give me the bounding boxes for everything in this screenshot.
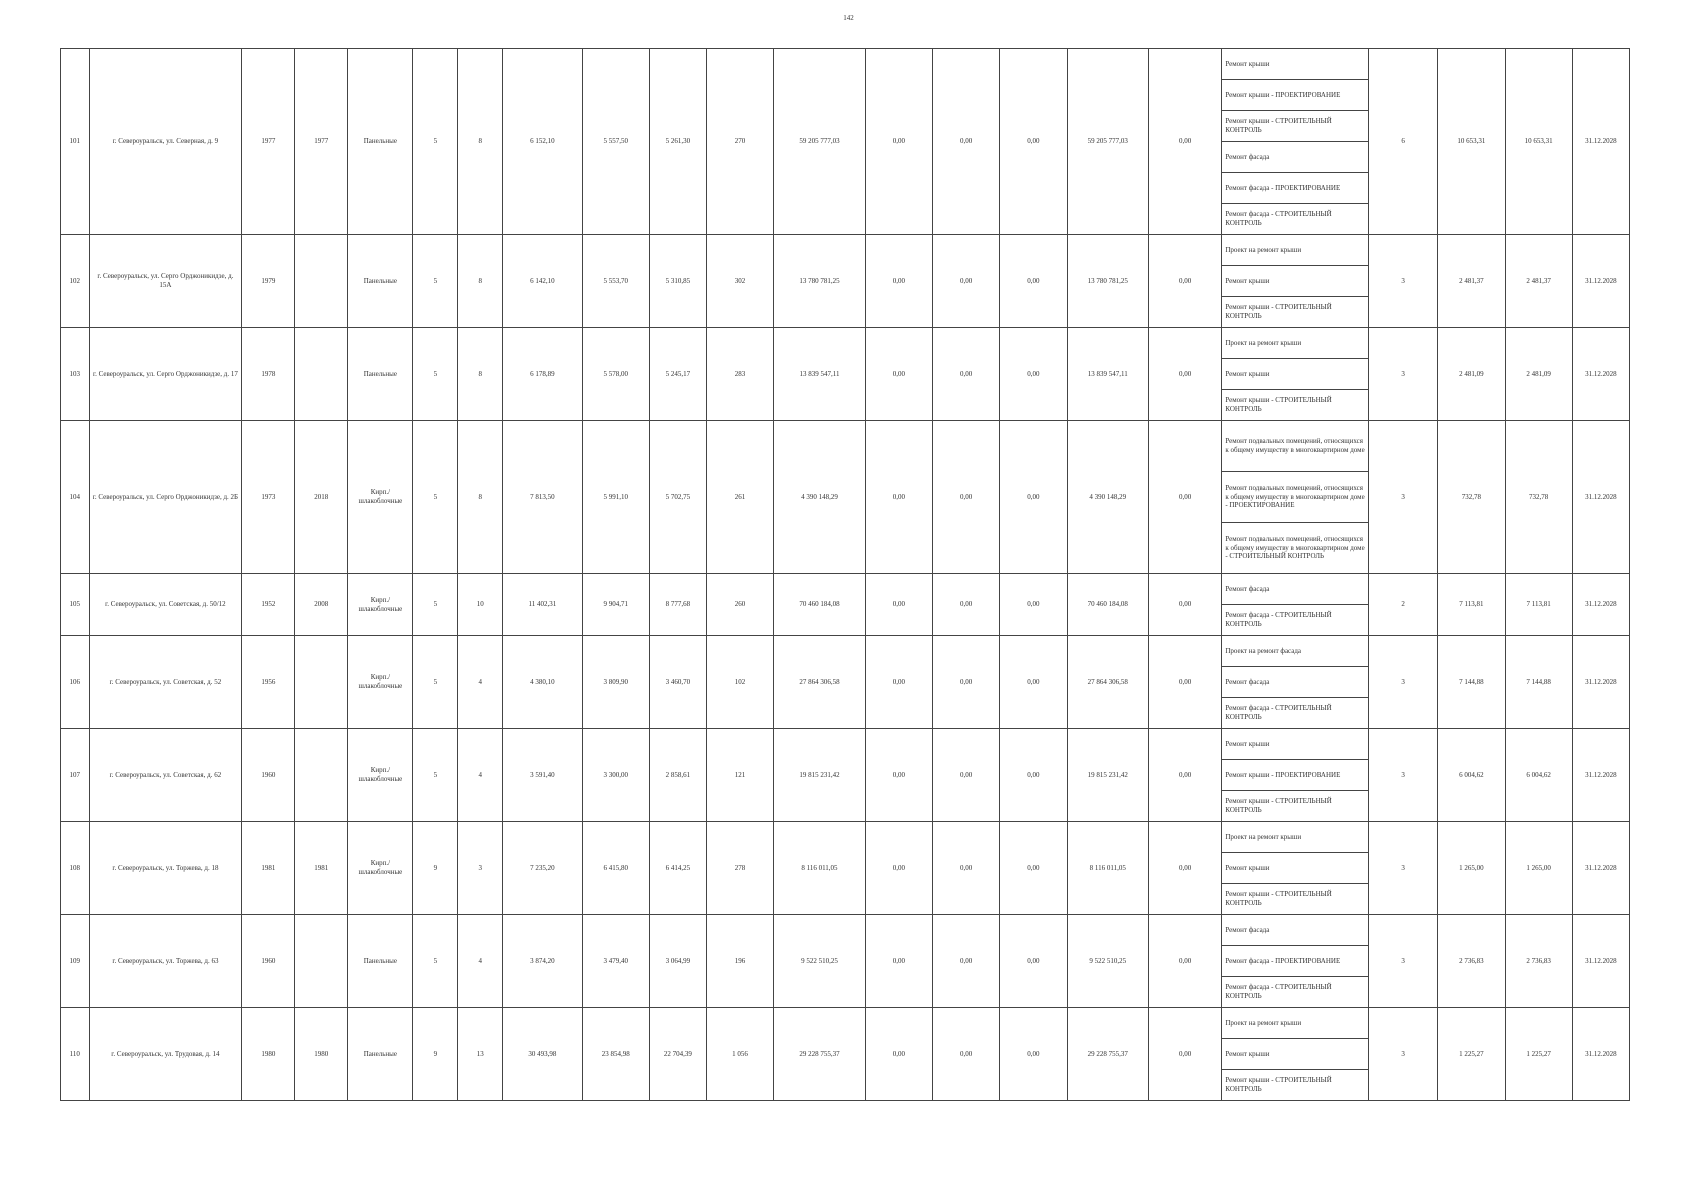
year-built: 1979 bbox=[242, 235, 295, 328]
residential-area: 22 704,39 bbox=[649, 1008, 706, 1101]
table-row bbox=[61, 729, 1630, 760]
work-count: 3 bbox=[1369, 915, 1438, 1008]
year-last-overhaul: 1977 bbox=[295, 49, 348, 235]
row-number: 104 bbox=[61, 421, 90, 574]
unit-cost-max: 1 225,27 bbox=[1505, 1008, 1572, 1101]
house-address: г. Североуральск, ул. Трудовая, д. 14 bbox=[89, 1008, 242, 1101]
fund-local: 0,00 bbox=[1000, 822, 1067, 915]
work-type-cell bbox=[1222, 946, 1369, 977]
work-type-cell bbox=[1222, 605, 1369, 636]
row-number: 110 bbox=[61, 1008, 90, 1101]
completion-deadline: 31.12.2028 bbox=[1572, 822, 1629, 915]
work-type: Ремонт фасада - ПРОЕКТИРОВАНИЕ bbox=[1225, 183, 1341, 192]
fund-local: 0,00 bbox=[1000, 328, 1067, 421]
resident-count: 1 056 bbox=[706, 1008, 773, 1101]
premises-area: 3 809,90 bbox=[582, 636, 649, 729]
work-type-cell bbox=[1222, 853, 1369, 884]
row-number: 102 bbox=[61, 235, 90, 328]
work-type: Ремонт крыши bbox=[1225, 369, 1270, 378]
row-number: 109 bbox=[61, 915, 90, 1008]
resident-count: 121 bbox=[706, 729, 773, 822]
unit-cost: 1 265,00 bbox=[1438, 822, 1505, 915]
unit-cost-max: 7 113,81 bbox=[1505, 574, 1572, 636]
year-built: 1977 bbox=[242, 49, 295, 235]
fund-federal: 0,00 bbox=[865, 574, 932, 636]
total-area: 6 152,10 bbox=[503, 49, 582, 235]
table-row bbox=[61, 822, 1630, 853]
residential-area: 3 460,70 bbox=[649, 636, 706, 729]
unit-cost-max: 10 653,31 bbox=[1505, 49, 1572, 235]
table-row bbox=[61, 235, 1630, 266]
house-address: г. Североуральск, ул. Северная, д. 9 bbox=[89, 49, 242, 235]
work-type-cell bbox=[1222, 1039, 1369, 1070]
unit-cost: 2 481,09 bbox=[1438, 328, 1505, 421]
fund-federal: 0,00 bbox=[865, 915, 932, 1008]
fund-other: 0,00 bbox=[1149, 235, 1222, 328]
work-type: Ремонт крыши bbox=[1225, 276, 1270, 285]
work-count: 3 bbox=[1369, 328, 1438, 421]
year-last-overhaul: 2008 bbox=[295, 574, 348, 636]
fund-regional: 0,00 bbox=[933, 915, 1000, 1008]
year-built: 1978 bbox=[242, 328, 295, 421]
year-built: 1973 bbox=[242, 421, 295, 574]
table-row bbox=[61, 49, 1630, 80]
resident-count: 278 bbox=[706, 822, 773, 915]
work-type-cell bbox=[1222, 390, 1369, 421]
house-address: г. Североуральск, ул. Серго Орджоникидзе, д. 15А bbox=[89, 235, 242, 328]
work-type-cell bbox=[1222, 667, 1369, 698]
total-cost: 4 390 148,29 bbox=[774, 421, 866, 574]
fund-other: 0,00 bbox=[1149, 328, 1222, 421]
entrance-count: 8 bbox=[458, 421, 503, 574]
work-type: Проект на ремонт крыши bbox=[1225, 245, 1302, 254]
work-type: Проект на ремонт крыши bbox=[1225, 832, 1302, 841]
year-built: 1952 bbox=[242, 574, 295, 636]
resident-count: 302 bbox=[706, 235, 773, 328]
work-count: 3 bbox=[1369, 235, 1438, 328]
fund-local: 0,00 bbox=[1000, 636, 1067, 729]
fund-owners: 8 116 011,05 bbox=[1067, 822, 1149, 915]
fund-regional: 0,00 bbox=[933, 235, 1000, 328]
fund-local: 0,00 bbox=[1000, 235, 1067, 328]
work-type-cell bbox=[1222, 1070, 1369, 1101]
floor-count: 5 bbox=[413, 915, 458, 1008]
work-type-cell bbox=[1222, 884, 1369, 915]
wall-material: Панельные bbox=[348, 235, 413, 328]
work-type: Ремонт крыши - ПРОЕКТИРОВАНИЕ bbox=[1225, 90, 1341, 99]
table-row bbox=[61, 1008, 1630, 1039]
fund-other: 0,00 bbox=[1149, 421, 1222, 574]
work-type: Ремонт крыши - СТРОИТЕЛЬНЫЙ КОНТРОЛЬ bbox=[1225, 303, 1332, 320]
wall-material: Панельные bbox=[348, 915, 413, 1008]
resident-count: 196 bbox=[706, 915, 773, 1008]
unit-cost-max: 6 004,62 bbox=[1505, 729, 1572, 822]
wall-material: Кирп./шлакоблочные bbox=[348, 822, 413, 915]
row-number: 103 bbox=[61, 328, 90, 421]
total-area: 7 813,50 bbox=[503, 421, 582, 574]
floor-count: 5 bbox=[413, 49, 458, 235]
fund-owners: 13 839 547,11 bbox=[1067, 328, 1149, 421]
work-type-cell bbox=[1222, 977, 1369, 1008]
completion-deadline: 31.12.2028 bbox=[1572, 636, 1629, 729]
fund-local: 0,00 bbox=[1000, 729, 1067, 822]
work-count: 3 bbox=[1369, 822, 1438, 915]
work-count: 3 bbox=[1369, 636, 1438, 729]
unit-cost-max: 1 265,00 bbox=[1505, 822, 1572, 915]
work-count: 3 bbox=[1369, 729, 1438, 822]
floor-count: 9 bbox=[413, 822, 458, 915]
entrance-count: 13 bbox=[458, 1008, 503, 1101]
work-type: Ремонт крыши - ПРОЕКТИРОВАНИЕ bbox=[1225, 770, 1341, 779]
house-address: г. Североуральск, ул. Советская, д. 52 bbox=[89, 636, 242, 729]
work-type: Проект на ремонт крыши bbox=[1225, 1018, 1302, 1027]
house-address: г. Североуральск, ул. Советская, д. 62 bbox=[89, 729, 242, 822]
total-cost: 13 839 547,11 bbox=[774, 328, 866, 421]
entrance-count: 8 bbox=[458, 49, 503, 235]
entrance-count: 3 bbox=[458, 822, 503, 915]
resident-count: 283 bbox=[706, 328, 773, 421]
residential-area: 2 858,61 bbox=[649, 729, 706, 822]
work-type: Ремонт фасада bbox=[1225, 925, 1270, 934]
work-type-cell bbox=[1222, 266, 1369, 297]
year-built: 1960 bbox=[242, 915, 295, 1008]
floor-count: 5 bbox=[413, 328, 458, 421]
completion-deadline: 31.12.2028 bbox=[1572, 328, 1629, 421]
total-cost: 19 815 231,42 bbox=[774, 729, 866, 822]
entrance-count: 4 bbox=[458, 636, 503, 729]
year-last-overhaul bbox=[295, 729, 348, 822]
work-type-cell bbox=[1222, 142, 1369, 173]
total-cost: 70 460 184,08 bbox=[774, 574, 866, 636]
work-type-cell bbox=[1222, 791, 1369, 822]
year-built: 1981 bbox=[242, 822, 295, 915]
work-type: Ремонт фасада bbox=[1225, 677, 1270, 686]
fund-local: 0,00 bbox=[1000, 421, 1067, 574]
total-cost: 8 116 011,05 bbox=[774, 822, 866, 915]
fund-local: 0,00 bbox=[1000, 1008, 1067, 1101]
wall-material: Панельные bbox=[348, 1008, 413, 1101]
fund-owners: 29 228 755,37 bbox=[1067, 1008, 1149, 1101]
total-cost: 29 228 755,37 bbox=[774, 1008, 866, 1101]
entrance-count: 10 bbox=[458, 574, 503, 636]
fund-federal: 0,00 bbox=[865, 421, 932, 574]
unit-cost-max: 2 481,37 bbox=[1505, 235, 1572, 328]
fund-local: 0,00 bbox=[1000, 574, 1067, 636]
residential-area: 5 245,17 bbox=[649, 328, 706, 421]
unit-cost-max: 2 736,83 bbox=[1505, 915, 1572, 1008]
residential-area: 5 310,85 bbox=[649, 235, 706, 328]
fund-other: 0,00 bbox=[1149, 574, 1222, 636]
fund-owners: 19 815 231,42 bbox=[1067, 729, 1149, 822]
work-type: Ремонт подвальных помещений, относящихся к общему имуществу в многоквартирном доме - ПРОЕКТИРОВАНИЕ bbox=[1225, 483, 1365, 510]
fund-federal: 0,00 bbox=[865, 729, 932, 822]
work-type: Ремонт крыши - СТРОИТЕЛЬНЫЙ КОНТРОЛЬ bbox=[1225, 1076, 1332, 1093]
work-count: 2 bbox=[1369, 574, 1438, 636]
house-address: г. Североуральск, ул. Торжева, д. 63 bbox=[89, 915, 242, 1008]
row-number: 108 bbox=[61, 822, 90, 915]
year-built: 1956 bbox=[242, 636, 295, 729]
year-built: 1960 bbox=[242, 729, 295, 822]
wall-material: Кирп./шлакоблочные bbox=[348, 574, 413, 636]
fund-owners: 9 522 510,25 bbox=[1067, 915, 1149, 1008]
fund-federal: 0,00 bbox=[865, 235, 932, 328]
work-type-cell bbox=[1222, 111, 1369, 142]
unit-cost: 2 481,37 bbox=[1438, 235, 1505, 328]
fund-other: 0,00 bbox=[1149, 729, 1222, 822]
row-number: 107 bbox=[61, 729, 90, 822]
premises-area: 3 300,00 bbox=[582, 729, 649, 822]
total-area: 3 874,20 bbox=[503, 915, 582, 1008]
wall-material: Кирп./шлакоблочные bbox=[348, 421, 413, 574]
premises-area: 5 991,10 bbox=[582, 421, 649, 574]
fund-local: 0,00 bbox=[1000, 49, 1067, 235]
work-count: 3 bbox=[1369, 421, 1438, 574]
work-type-cell bbox=[1222, 49, 1369, 80]
total-area: 6 178,89 bbox=[503, 328, 582, 421]
work-type-cell bbox=[1222, 760, 1369, 791]
work-type: Проект на ремонт крыши bbox=[1225, 338, 1302, 347]
work-type: Ремонт подвальных помещений, относящихся к общему имуществу в многоквартирном доме bbox=[1225, 437, 1365, 454]
unit-cost: 7 113,81 bbox=[1438, 574, 1505, 636]
work-type: Ремонт крыши bbox=[1225, 59, 1270, 68]
total-cost: 9 522 510,25 bbox=[774, 915, 866, 1008]
work-count: 3 bbox=[1369, 1008, 1438, 1101]
residential-area: 6 414,25 bbox=[649, 822, 706, 915]
premises-area: 5 553,70 bbox=[582, 235, 649, 328]
work-type-cell bbox=[1222, 80, 1369, 111]
house-address: г. Североуральск, ул. Серго Орджоникидзе, д. 17 bbox=[89, 328, 242, 421]
unit-cost: 10 653,31 bbox=[1438, 49, 1505, 235]
year-last-overhaul: 2018 bbox=[295, 421, 348, 574]
work-type-cell bbox=[1222, 729, 1369, 760]
year-last-overhaul bbox=[295, 328, 348, 421]
work-type-cell bbox=[1222, 421, 1369, 472]
work-type-cell bbox=[1222, 574, 1369, 605]
fund-regional: 0,00 bbox=[933, 574, 1000, 636]
premises-area: 23 854,98 bbox=[582, 1008, 649, 1101]
completion-deadline: 31.12.2028 bbox=[1572, 729, 1629, 822]
table-row bbox=[61, 328, 1630, 359]
fund-regional: 0,00 bbox=[933, 1008, 1000, 1101]
fund-other: 0,00 bbox=[1149, 49, 1222, 235]
entrance-count: 8 bbox=[458, 328, 503, 421]
year-last-overhaul bbox=[295, 636, 348, 729]
table-row bbox=[61, 915, 1630, 946]
fund-regional: 0,00 bbox=[933, 49, 1000, 235]
house-address: г. Североуральск, ул. Торжева, д. 18 bbox=[89, 822, 242, 915]
total-cost: 27 864 306,58 bbox=[774, 636, 866, 729]
repair-register-table bbox=[60, 48, 1630, 1101]
row-number: 105 bbox=[61, 574, 90, 636]
work-type: Ремонт крыши bbox=[1225, 863, 1270, 872]
premises-area: 3 479,40 bbox=[582, 915, 649, 1008]
work-type-cell bbox=[1222, 1008, 1369, 1039]
residential-area: 8 777,68 bbox=[649, 574, 706, 636]
fund-federal: 0,00 bbox=[865, 636, 932, 729]
fund-local: 0,00 bbox=[1000, 915, 1067, 1008]
work-type-cell bbox=[1222, 328, 1369, 359]
work-type: Проект на ремонт фасада bbox=[1225, 646, 1302, 655]
work-type: Ремонт фасада - СТРОИТЕЛЬНЫЙ КОНТРОЛЬ bbox=[1225, 210, 1332, 227]
row-number: 101 bbox=[61, 49, 90, 235]
fund-regional: 0,00 bbox=[933, 421, 1000, 574]
row-number: 106 bbox=[61, 636, 90, 729]
completion-deadline: 31.12.2028 bbox=[1572, 421, 1629, 574]
work-type-cell bbox=[1222, 472, 1369, 523]
resident-count: 260 bbox=[706, 574, 773, 636]
table-row bbox=[61, 636, 1630, 667]
year-last-overhaul: 1980 bbox=[295, 1008, 348, 1101]
fund-federal: 0,00 bbox=[865, 822, 932, 915]
work-type-cell bbox=[1222, 173, 1369, 204]
fund-owners: 4 390 148,29 bbox=[1067, 421, 1149, 574]
floor-count: 5 bbox=[413, 636, 458, 729]
total-area: 6 142,10 bbox=[503, 235, 582, 328]
total-area: 3 591,40 bbox=[503, 729, 582, 822]
work-type-cell bbox=[1222, 297, 1369, 328]
wall-material: Кирп./шлакоблочные bbox=[348, 729, 413, 822]
house-address: г. Североуральск, ул. Советская, д. 50/12 bbox=[89, 574, 242, 636]
year-last-overhaul: 1981 bbox=[295, 822, 348, 915]
unit-cost: 1 225,27 bbox=[1438, 1008, 1505, 1101]
resident-count: 270 bbox=[706, 49, 773, 235]
total-area: 7 235,20 bbox=[503, 822, 582, 915]
floor-count: 5 bbox=[413, 729, 458, 822]
floor-count: 9 bbox=[413, 1008, 458, 1101]
residential-area: 5 261,30 bbox=[649, 49, 706, 235]
fund-owners: 70 460 184,08 bbox=[1067, 574, 1149, 636]
work-type-cell bbox=[1222, 359, 1369, 390]
total-area: 4 380,10 bbox=[503, 636, 582, 729]
unit-cost: 7 144,88 bbox=[1438, 636, 1505, 729]
resident-count: 102 bbox=[706, 636, 773, 729]
total-cost: 59 205 777,03 bbox=[774, 49, 866, 235]
table-row bbox=[61, 574, 1630, 605]
fund-other: 0,00 bbox=[1149, 636, 1222, 729]
premises-area: 5 578,00 bbox=[582, 328, 649, 421]
fund-regional: 0,00 bbox=[933, 822, 1000, 915]
year-built: 1980 bbox=[242, 1008, 295, 1101]
work-type-cell bbox=[1222, 235, 1369, 266]
floor-count: 5 bbox=[413, 574, 458, 636]
work-type: Ремонт крыши - СТРОИТЕЛЬНЫЙ КОНТРОЛЬ bbox=[1225, 890, 1332, 907]
unit-cost-max: 2 481,09 bbox=[1505, 328, 1572, 421]
completion-deadline: 31.12.2028 bbox=[1572, 49, 1629, 235]
unit-cost-max: 7 144,88 bbox=[1505, 636, 1572, 729]
completion-deadline: 31.12.2028 bbox=[1572, 235, 1629, 328]
fund-other: 0,00 bbox=[1149, 1008, 1222, 1101]
table-row bbox=[61, 421, 1630, 472]
wall-material: Панельные bbox=[348, 328, 413, 421]
work-type: Ремонт фасада bbox=[1225, 584, 1270, 593]
fund-federal: 0,00 bbox=[865, 49, 932, 235]
unit-cost: 6 004,62 bbox=[1438, 729, 1505, 822]
entrance-count: 4 bbox=[458, 915, 503, 1008]
completion-deadline: 31.12.2028 bbox=[1572, 915, 1629, 1008]
work-type: Ремонт крыши bbox=[1225, 1049, 1270, 1058]
work-type: Ремонт фасада - СТРОИТЕЛЬНЫЙ КОНТРОЛЬ bbox=[1225, 704, 1332, 721]
unit-cost: 732,78 bbox=[1438, 421, 1505, 574]
year-last-overhaul bbox=[295, 915, 348, 1008]
residential-area: 3 064,99 bbox=[649, 915, 706, 1008]
floor-count: 5 bbox=[413, 235, 458, 328]
work-type-cell bbox=[1222, 523, 1369, 574]
entrance-count: 4 bbox=[458, 729, 503, 822]
premises-area: 5 557,50 bbox=[582, 49, 649, 235]
register-body bbox=[61, 49, 1630, 1101]
fund-owners: 13 780 781,25 bbox=[1067, 235, 1149, 328]
total-cost: 13 780 781,25 bbox=[774, 235, 866, 328]
total-area: 11 402,31 bbox=[503, 574, 582, 636]
work-type: Ремонт фасада - СТРОИТЕЛЬНЫЙ КОНТРОЛЬ bbox=[1225, 983, 1332, 1000]
work-type: Ремонт крыши bbox=[1225, 739, 1270, 748]
work-type: Ремонт крыши - СТРОИТЕЛЬНЫЙ КОНТРОЛЬ bbox=[1225, 396, 1332, 413]
fund-other: 0,00 bbox=[1149, 915, 1222, 1008]
work-type: Ремонт подвальных помещений, относящихся к общему имуществу в многоквартирном доме - СТРОИТЕЛЬНЫЙ КОНТРОЛЬ bbox=[1225, 534, 1365, 561]
premises-area: 6 415,80 bbox=[582, 822, 649, 915]
work-type: Ремонт крыши - СТРОИТЕЛЬНЫЙ КОНТРОЛЬ bbox=[1225, 117, 1332, 134]
fund-owners: 27 864 306,58 bbox=[1067, 636, 1149, 729]
year-last-overhaul bbox=[295, 235, 348, 328]
fund-other: 0,00 bbox=[1149, 822, 1222, 915]
fund-regional: 0,00 bbox=[933, 636, 1000, 729]
completion-deadline: 31.12.2028 bbox=[1572, 574, 1629, 636]
fund-regional: 0,00 bbox=[933, 328, 1000, 421]
unit-cost-max: 732,78 bbox=[1505, 421, 1572, 574]
work-type-cell bbox=[1222, 204, 1369, 235]
work-type-cell bbox=[1222, 822, 1369, 853]
fund-federal: 0,00 bbox=[865, 1008, 932, 1101]
premises-area: 9 904,71 bbox=[582, 574, 649, 636]
unit-cost: 2 736,83 bbox=[1438, 915, 1505, 1008]
fund-owners: 59 205 777,03 bbox=[1067, 49, 1149, 235]
wall-material: Панельные bbox=[348, 49, 413, 235]
work-type-cell bbox=[1222, 698, 1369, 729]
fund-regional: 0,00 bbox=[933, 729, 1000, 822]
completion-deadline: 31.12.2028 bbox=[1572, 1008, 1629, 1101]
residential-area: 5 702,75 bbox=[649, 421, 706, 574]
floor-count: 5 bbox=[413, 421, 458, 574]
work-type-cell bbox=[1222, 636, 1369, 667]
entrance-count: 8 bbox=[458, 235, 503, 328]
house-address: г. Североуральск, ул. Серго Орджоникидзе, д. 2Б bbox=[89, 421, 242, 574]
wall-material: Кирп./шлакоблочные bbox=[348, 636, 413, 729]
work-type-cell bbox=[1222, 915, 1369, 946]
work-count: 6 bbox=[1369, 49, 1438, 235]
work-type: Ремонт крыши - СТРОИТЕЛЬНЫЙ КОНТРОЛЬ bbox=[1225, 797, 1332, 814]
work-type: Ремонт фасада - СТРОИТЕЛЬНЫЙ КОНТРОЛЬ bbox=[1225, 611, 1332, 628]
total-area: 30 493,98 bbox=[503, 1008, 582, 1101]
work-type: Ремонт фасада - ПРОЕКТИРОВАНИЕ bbox=[1225, 956, 1341, 965]
resident-count: 261 bbox=[706, 421, 773, 574]
page-number: 142 bbox=[843, 14, 854, 22]
work-type: Ремонт фасада bbox=[1225, 152, 1270, 161]
fund-federal: 0,00 bbox=[865, 328, 932, 421]
